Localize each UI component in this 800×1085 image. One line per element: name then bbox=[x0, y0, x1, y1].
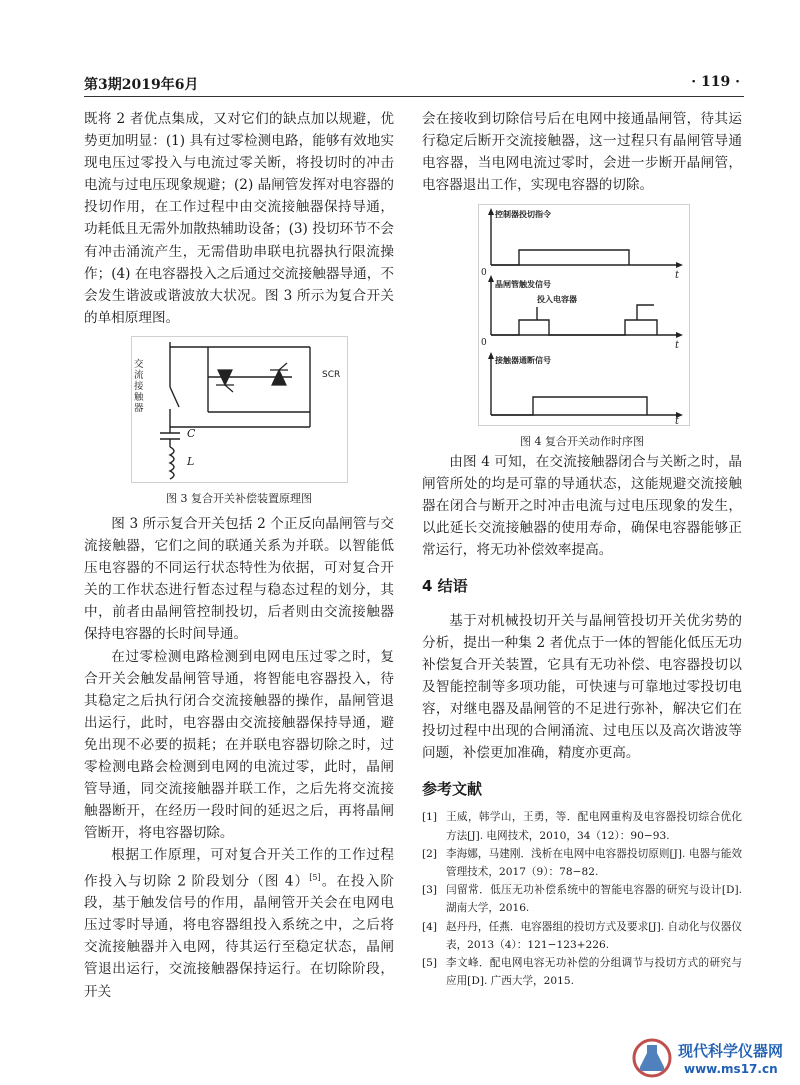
right-column-top bbox=[422, 108, 742, 196]
reference-item: [4] 赵丹丹，任燕．电容器组的投切方式及要求[J]. 自动化与仪器仪表，2013（4）：121−123+226. bbox=[422, 920, 742, 951]
paragraph: 会在接收到切除信号后在电网中接通晶闸管，待其运行稳定后断开交流接触器，这一过程只有晶闸管导通电容器，当电网电流过零时，会进一步断开晶闸管，电容器退出工作，实现电容器的切除。 bbox=[422, 111, 742, 194]
capacitor-label: C bbox=[187, 427, 196, 440]
figure-4-caption: 图 4 复合开关动作时序图 bbox=[520, 435, 644, 448]
figure-3-caption: 图 3 复合开关补偿装置原理图 bbox=[166, 492, 312, 505]
signal-1-label: 控制器投切指令 bbox=[495, 210, 551, 219]
section-title: 4 结语 bbox=[422, 577, 468, 596]
inductor-label: L bbox=[187, 455, 195, 468]
reference-item: [2] 李海娜，马建刚．浅析在电网中电容器投切原则[J]. 电器与能效管理技术，2017（9）：78−82. bbox=[422, 847, 742, 878]
citation: [5] bbox=[309, 872, 321, 882]
paragraph: 在过零检测电路检测到电网电压过零之时，复合开关会触发晶闸管导通，将智能电容器投入，待其稳定之后执行闭合交流接触器的操作，晶闸管退出运行，此时，电容器由交流接触器保持导通，避免出现不必要的损耗；在并联电容器切除之时，过零检测电路会检测到电网的电流过零，此时，晶闸管导通，同交流接触器并联工作，之后先将交流接触器断开，在经历一段时间的延迟之后，再将晶闸管断开，将电容器切除。 bbox=[84, 648, 394, 842]
paragraph: 既将 2 者优点集成，又对它们的缺点加以规避，优势更加明显：(1) 具有过零检测电路，能够有效地实现电压过零投入与电流过零关断，将投切时的冲击电流与过电压现象规避；(2) 晶闸管发挥对电容器的投切作用，在工作过程中由交流接触器保持导通，功耗低且无需外加散热辅助设备；(3) 投切环节不会有冲击涌流产生，无需借助串联电抗器执行限流操作；(4) 在电容器投入之后通过交流接触器导通，不会发生谐波或谐波放大状况。图 3 所示为复合开关的单相原理图。 bbox=[84, 111, 394, 326]
reference-item: [5] 李文峰．配电网电容无功补偿的分组调节与投切方式的研究与应用[D]. 广西大学，2015. bbox=[422, 956, 742, 988]
right-column-bottom bbox=[422, 451, 742, 990]
header-rule bbox=[84, 96, 744, 97]
paragraph: 基于对机械投切开关与晶闸管投切开关优劣势的分析，提出一种集 2 者优点于一体的智能化低压无功补偿复合开关装置，它具有无功补偿、电容器投切以及智能控制等多项功能，可快速与可靠地过零投切电容，对继电器及晶闸管的不足进行弥补，解决它们在投切过程中出现的合闸涌流、过电压以及高次谐波等问题，补偿更加准确，精度亦更高。 bbox=[422, 612, 742, 762]
issue-date: 第3期2019年6月 bbox=[84, 77, 199, 93]
left-column-top bbox=[84, 108, 394, 329]
figure-3-circuit bbox=[131, 336, 348, 483]
timing-diagram bbox=[479, 205, 689, 425]
watermark-name: 现代科学仪器网 bbox=[678, 1042, 784, 1060]
watermark-url: www.ms17.cn bbox=[684, 1062, 778, 1076]
watermark-logo bbox=[632, 1036, 792, 1082]
paragraph: 根据工作原理，可对复合开关工作的工作过程作投入与切除 2 阶段划分（图 4）[5]。在投入阶段，基于触发信号的作用，晶闸管开关会在电网电压过零时导通，将电容器组投入系统之中，之后将交流接触器并入电网，待其运行至稳定状态，晶闸管退出运行，交流接触器保持运行。在切除阶段，开关 bbox=[84, 847, 394, 1000]
page-number: · 119 · bbox=[691, 74, 740, 90]
paragraph: 图 3 所示复合开关包括 2 个正反向晶闸管与交流接触器，它们之间的联通关系为并联。以智能低压电容器的不同运行状态特性为依据，可对复合开关的工作状态进行暂态过程与稳态过程的划分，其中，前者由晶闸管控制投切，后者则由交流接触器保持电容器的长时间导通。 bbox=[84, 516, 394, 643]
axis-t-2: t bbox=[675, 340, 680, 351]
axis-t-1: t bbox=[675, 270, 680, 281]
signal-2-label: 晶闸管触发信号 bbox=[495, 280, 551, 289]
origin-2: 0 bbox=[481, 338, 487, 348]
figure-4-timing bbox=[478, 204, 690, 426]
reference-item: [3] 闫留常．低压无功补偿系统中的智能电容器的研究与设计[D]. 湖南大学，2016. bbox=[422, 884, 742, 915]
reference-item: [1] 王威，韩学山，王勇，等．配电网重构及电容器投切综合优化方法[J]. 电网技术，2010，34（12）：90−93. bbox=[422, 811, 742, 842]
flask-icon bbox=[632, 1036, 672, 1080]
contactor-label-vertical: 交流接触器 bbox=[134, 359, 144, 414]
scr-label: SCR bbox=[322, 370, 341, 380]
axis-t-3: t bbox=[675, 416, 680, 425]
signal-2-note: 投入电容器 bbox=[537, 295, 577, 304]
references-title: 参考文献 bbox=[422, 780, 483, 799]
circuit-diagram bbox=[132, 337, 347, 482]
paragraph: 由图 4 可知，在交流接触器闭合与关断之时，晶闸管所处的均是可靠的导通状态，这能规避交流接触器在闭合与断开之时冲击电流与过电压现象的发生，以此延长交流接触器的使用寿命，确保电容器能够正常运行，将无功补偿效率提高。 bbox=[422, 454, 742, 559]
signal-3-label: 接触器通断信号 bbox=[495, 356, 551, 365]
origin-1: 0 bbox=[481, 268, 487, 278]
references-list bbox=[422, 808, 742, 990]
left-column-bottom bbox=[84, 513, 394, 1003]
